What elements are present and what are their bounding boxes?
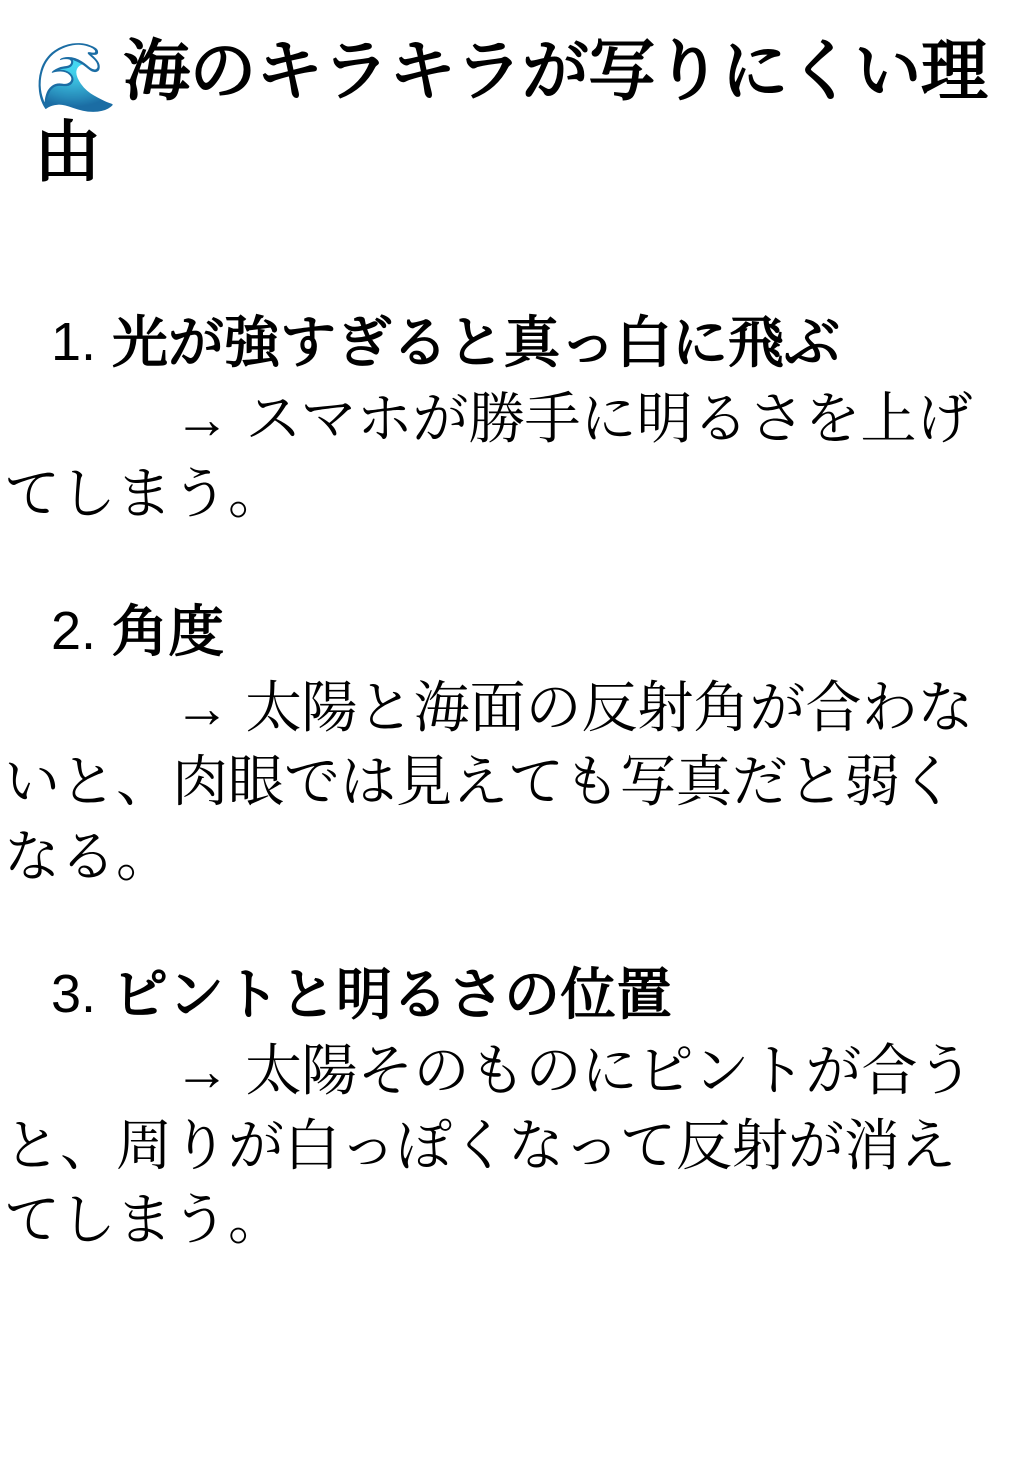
wave-icon: 🌊 [34, 40, 117, 115]
list-item-heading: 光が強すぎると真っ白に飛ぶ [112, 311, 840, 375]
list-item-marker: 3. [50, 964, 96, 1025]
list-item [4, 960, 997, 1257]
reasons-list [4, 308, 997, 1258]
list-item-detail: → 太陽と海面の反射角が合わないと、肉眼では見えても写真だと弱くなる。 [4, 676, 974, 888]
list-item-heading: ピントと明るさの位置 [112, 963, 672, 1027]
list-item-body [4, 960, 997, 1257]
list-item-body [4, 308, 997, 531]
list-item [4, 308, 997, 531]
list-item-marker: 1. [50, 312, 96, 373]
list-item-body [4, 597, 997, 894]
list-item-detail: → 太陽そのものにピントが合うと、周りが白っぽくなって反射が消えてしまう。 [4, 1039, 974, 1252]
list-item-marker: 2. [50, 601, 96, 661]
list-item [4, 597, 997, 894]
list-item-detail: → スマホが勝手に明るさを上げてしまう。 [4, 387, 973, 525]
page-title-text: 海のキラキラが写りにくい理由 [34, 34, 988, 191]
list-item-heading: 角度 [112, 600, 224, 663]
page-title [34, 34, 997, 190]
